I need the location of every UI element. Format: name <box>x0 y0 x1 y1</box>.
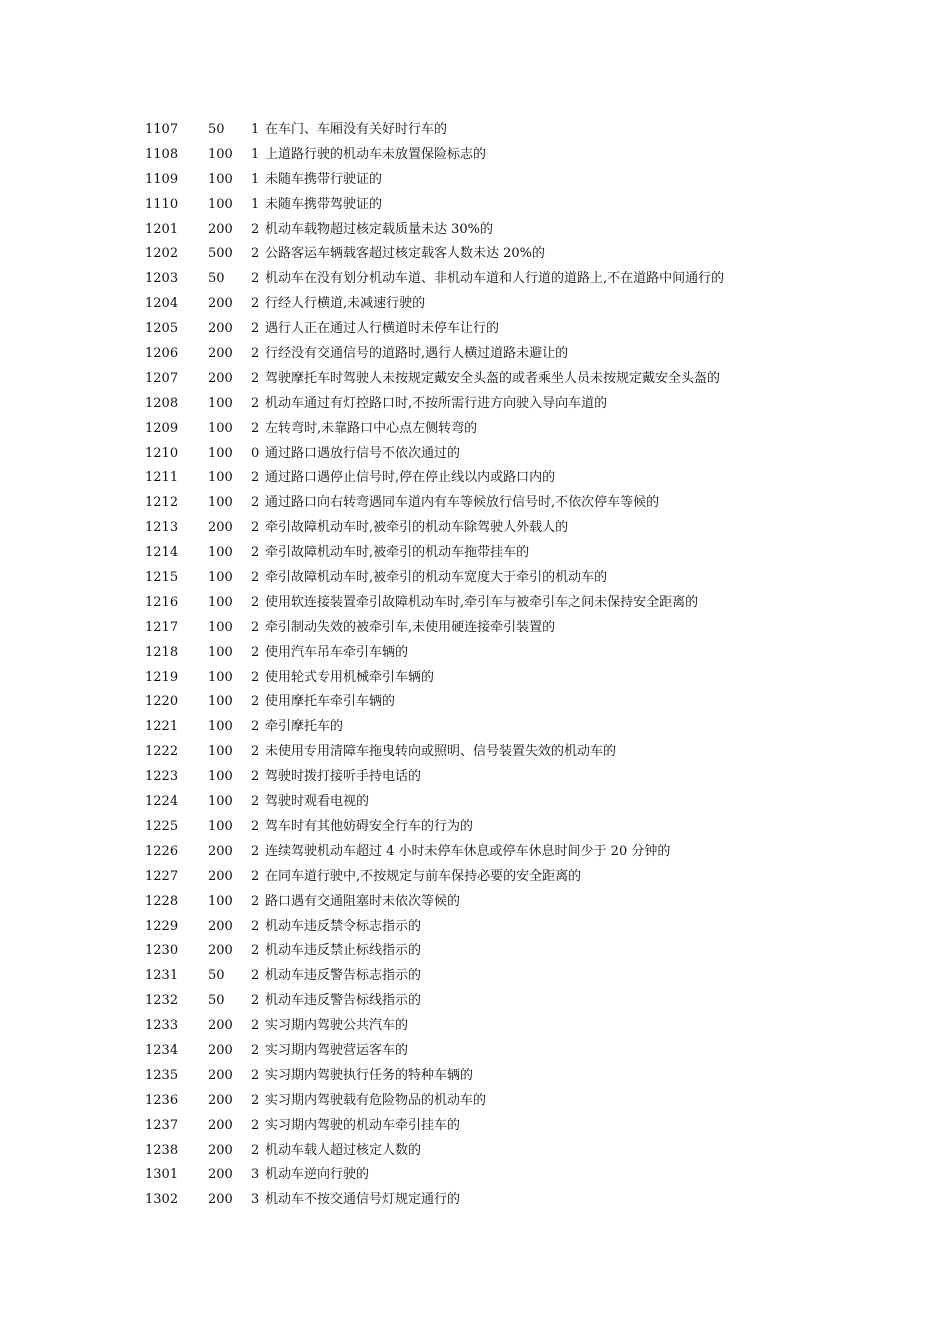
fine-amount: 200 <box>208 843 233 859</box>
fine-amount: 100 <box>208 470 233 486</box>
violation-row <box>0 790 950 815</box>
violation-row <box>0 466 950 491</box>
penalty-points: 2 <box>251 271 260 287</box>
fine-amount: 100 <box>208 644 233 660</box>
violation-description: 在同车道行驶中,不按规定与前车保持必要的安全距离的 <box>265 868 582 884</box>
violation-description: 使用摩托车牵引车辆的 <box>265 694 396 710</box>
fine-amount: 200 <box>208 1018 233 1034</box>
fine-amount: 200 <box>208 1067 233 1083</box>
violation-code: 1235 <box>145 1067 179 1083</box>
violation-code: 1110 <box>145 196 179 212</box>
violation-list <box>0 118 950 1213</box>
penalty-points: 2 <box>251 395 260 411</box>
violation-description: 使用轮式专用机械牵引车辆的 <box>265 669 435 685</box>
penalty-points: 2 <box>251 943 260 959</box>
violation-code: 1228 <box>145 893 179 909</box>
violation-row <box>0 1089 950 1114</box>
violation-row <box>0 292 950 317</box>
violation-code: 1233 <box>145 1018 179 1034</box>
penalty-points: 3 <box>251 1192 260 1208</box>
violation-row <box>0 367 950 392</box>
violation-code: 1216 <box>145 594 179 610</box>
violation-description: 未使用专用清障车拖曳转向或照明、信号装置失效的机动车的 <box>265 744 617 760</box>
penalty-points: 2 <box>251 1117 260 1133</box>
penalty-points: 2 <box>251 619 260 635</box>
penalty-points: 1 <box>251 171 260 187</box>
violation-description: 使用软连接装置牵引故障机动车时,牵引车与被牵引车之间未保持安全距离的 <box>265 594 699 610</box>
violation-row <box>0 267 950 292</box>
violation-row <box>0 865 950 890</box>
fine-amount: 100 <box>208 395 233 411</box>
violation-description: 实习期内驾驶的机动车牵引挂车的 <box>265 1117 461 1133</box>
violation-code: 1232 <box>145 993 179 1009</box>
violation-code: 1108 <box>145 146 179 162</box>
violation-row <box>0 641 950 666</box>
fine-amount: 500 <box>208 246 233 262</box>
penalty-points: 2 <box>251 794 260 810</box>
violation-description: 通过路口向右转弯遇同车道内有车等候放行信号时,不依次停车等候的 <box>265 495 660 511</box>
violation-description: 行经人行横道,未减速行驶的 <box>265 296 426 312</box>
violation-description: 实习期内驾驶载有危险物品的机动车的 <box>265 1092 487 1108</box>
fine-amount: 50 <box>208 122 225 137</box>
violation-row <box>0 317 950 342</box>
violation-description: 机动车在没有划分机动车道、非机动车道和人行道的道路上,不在道路中间通行的 <box>265 271 725 287</box>
penalty-points: 2 <box>251 818 260 834</box>
violation-row <box>0 168 950 193</box>
violation-row <box>0 342 950 367</box>
violation-code: 1230 <box>145 943 179 959</box>
violation-description: 驾驶时拨打接听手持电话的 <box>265 769 422 785</box>
fine-amount: 50 <box>208 993 225 1009</box>
violation-row <box>0 143 950 168</box>
violation-code: 1229 <box>145 918 179 934</box>
violation-row <box>0 242 950 267</box>
violation-description: 机动车违反警告标志指示的 <box>265 968 422 984</box>
violation-row <box>0 939 950 964</box>
violation-row <box>0 690 950 715</box>
violation-description: 机动车违反禁令标志指示的 <box>265 918 422 934</box>
violation-row <box>0 541 950 566</box>
penalty-points: 2 <box>251 719 260 735</box>
penalty-points: 1 <box>251 122 260 137</box>
violation-code: 1223 <box>145 769 179 785</box>
penalty-points: 2 <box>251 545 260 561</box>
violation-row <box>0 1064 950 1089</box>
violation-row <box>0 1188 950 1213</box>
penalty-points: 2 <box>251 1067 260 1083</box>
violation-code: 1301 <box>145 1167 179 1183</box>
violation-description: 驾车时有其他妨碍安全行车的行为的 <box>265 818 474 834</box>
violation-code: 1236 <box>145 1092 179 1108</box>
violation-description: 驾驶时观看电视的 <box>265 794 370 810</box>
fine-amount: 100 <box>208 420 233 436</box>
fine-amount: 100 <box>208 669 233 685</box>
violation-description: 公路客运车辆载客超过核定载客人数未达 20%的 <box>265 246 546 262</box>
violation-code: 1302 <box>145 1192 179 1208</box>
penalty-points: 2 <box>251 221 260 237</box>
violation-row <box>0 566 950 591</box>
violation-description: 实习期内驾驶执行任务的特种车辆的 <box>265 1067 474 1083</box>
violation-code: 1209 <box>145 420 179 436</box>
violation-row <box>0 890 950 915</box>
fine-amount: 200 <box>208 221 233 237</box>
violation-row <box>0 591 950 616</box>
fine-amount: 200 <box>208 296 233 312</box>
penalty-points: 2 <box>251 420 260 436</box>
penalty-points: 2 <box>251 495 260 511</box>
penalty-points: 2 <box>251 1142 260 1158</box>
violation-code: 1213 <box>145 520 179 536</box>
violation-code: 1226 <box>145 843 179 859</box>
violation-description: 上道路行驶的机动车未放置保险标志的 <box>265 146 487 162</box>
penalty-points: 2 <box>251 520 260 536</box>
violation-code: 1201 <box>145 221 179 237</box>
violation-row <box>0 442 950 467</box>
violation-description: 连续驾驶机动车超过 4 小时未停车休息或停车休息时间少于 20 分钟的 <box>265 843 671 859</box>
violation-description: 驾驶摩托车时驾驶人未按规定戴安全头盔的或者乘坐人员未按规定戴安全头盔的 <box>265 370 721 386</box>
penalty-points: 2 <box>251 893 260 909</box>
violation-code: 1217 <box>145 619 179 635</box>
fine-amount: 100 <box>208 545 233 561</box>
violation-row <box>0 1163 950 1188</box>
fine-amount: 200 <box>208 321 233 337</box>
violation-code: 1220 <box>145 694 179 710</box>
penalty-points: 2 <box>251 321 260 337</box>
violation-row <box>0 516 950 541</box>
violation-row <box>0 666 950 691</box>
violation-description: 牵引制动失效的被牵引车,未使用硬连接牵引装置的 <box>265 619 556 635</box>
violation-row <box>0 964 950 989</box>
fine-amount: 100 <box>208 495 233 511</box>
violation-description: 左转弯时,未靠路口中心点左侧转弯的 <box>265 420 478 436</box>
violation-row <box>0 118 950 143</box>
penalty-points: 2 <box>251 346 260 362</box>
violation-row <box>0 740 950 765</box>
violation-row <box>0 193 950 218</box>
violation-description: 牵引故障机动车时,被牵引的机动车除驾驶人外载人的 <box>265 520 569 536</box>
violation-description: 实习期内驾驶公共汽车的 <box>265 1018 409 1034</box>
violation-description: 机动车通过有灯控路口时,不按所需行进方向驶入导向车道的 <box>265 395 608 411</box>
fine-amount: 100 <box>208 744 233 760</box>
violation-code: 1208 <box>145 395 179 411</box>
penalty-points: 3 <box>251 1167 260 1183</box>
violation-code: 1234 <box>145 1042 179 1058</box>
violation-row <box>0 715 950 740</box>
violation-description: 使用汽车吊车牵引车辆的 <box>265 644 409 660</box>
violation-row <box>0 218 950 243</box>
penalty-points: 2 <box>251 570 260 586</box>
penalty-points: 2 <box>251 470 260 486</box>
penalty-points: 1 <box>251 146 260 162</box>
fine-amount: 200 <box>208 1192 233 1208</box>
fine-amount: 100 <box>208 769 233 785</box>
violation-description: 通过路口遇放行信号不依次通过的 <box>265 445 461 461</box>
fine-amount: 50 <box>208 968 225 984</box>
violation-row <box>0 840 950 865</box>
violation-code: 1237 <box>145 1117 179 1133</box>
violation-description: 牵引故障机动车时,被牵引的机动车宽度大于牵引的机动车的 <box>265 570 608 586</box>
violation-description: 实习期内驾驶营运客车的 <box>265 1042 409 1058</box>
penalty-points: 2 <box>251 594 260 610</box>
fine-amount: 50 <box>208 271 225 287</box>
fine-amount: 200 <box>208 868 233 884</box>
fine-amount: 200 <box>208 520 233 536</box>
penalty-points: 2 <box>251 644 260 660</box>
penalty-points: 2 <box>251 918 260 934</box>
violation-code: 1107 <box>145 122 179 137</box>
violation-code: 1224 <box>145 794 179 810</box>
fine-amount: 100 <box>208 171 233 187</box>
fine-amount: 200 <box>208 1117 233 1133</box>
penalty-points: 2 <box>251 843 260 859</box>
fine-amount: 200 <box>208 1092 233 1108</box>
violation-code: 1212 <box>145 495 179 511</box>
violation-description: 遇行人正在通过人行横道时未停车让行的 <box>265 321 500 337</box>
violation-code: 1109 <box>145 171 179 187</box>
violation-code: 1227 <box>145 868 179 884</box>
violation-code: 1203 <box>145 271 179 287</box>
penalty-points: 2 <box>251 744 260 760</box>
violation-code: 1222 <box>145 744 179 760</box>
violation-code: 1225 <box>145 818 179 834</box>
violation-row <box>0 815 950 840</box>
penalty-points: 2 <box>251 694 260 710</box>
violation-code: 1205 <box>145 321 179 337</box>
fine-amount: 200 <box>208 1042 233 1058</box>
violation-description: 未随车携带行驶证的 <box>265 171 383 187</box>
violation-description: 机动车违反禁止标线指示的 <box>265 943 422 959</box>
penalty-points: 2 <box>251 769 260 785</box>
violation-row <box>0 989 950 1014</box>
violation-row <box>0 1039 950 1064</box>
violation-code: 1206 <box>145 346 179 362</box>
violation-code: 1218 <box>145 644 179 660</box>
violation-row <box>0 491 950 516</box>
fine-amount: 100 <box>208 445 233 461</box>
violation-description: 牵引故障机动车时,被牵引的机动车拖带挂车的 <box>265 545 530 561</box>
fine-amount: 100 <box>208 719 233 735</box>
penalty-points: 0 <box>251 445 260 461</box>
penalty-points: 2 <box>251 1092 260 1108</box>
violation-code: 1219 <box>145 669 179 685</box>
violation-description: 行经没有交通信号的道路时,遇行人横过道路未避让的 <box>265 346 569 362</box>
violation-row <box>0 1114 950 1139</box>
fine-amount: 100 <box>208 694 233 710</box>
violation-description: 机动车不按交通信号灯规定通行的 <box>265 1192 461 1208</box>
penalty-points: 2 <box>251 370 260 386</box>
violation-code: 1210 <box>145 445 179 461</box>
violation-code: 1202 <box>145 246 179 262</box>
violation-description: 牵引摩托车的 <box>265 719 344 735</box>
violation-description: 路口遇有交通阻塞时未依次等候的 <box>265 893 461 909</box>
fine-amount: 200 <box>208 346 233 362</box>
penalty-points: 2 <box>251 669 260 685</box>
violation-code: 1214 <box>145 545 179 561</box>
fine-amount: 100 <box>208 818 233 834</box>
violation-row <box>0 1014 950 1039</box>
violation-description: 机动车载物超过核定载质量未达 30%的 <box>265 221 494 237</box>
fine-amount: 200 <box>208 1167 233 1183</box>
penalty-points: 2 <box>251 246 260 262</box>
violation-description: 未随车携带驾驶证的 <box>265 196 383 212</box>
fine-amount: 100 <box>208 146 233 162</box>
violation-code: 1231 <box>145 968 179 984</box>
fine-amount: 100 <box>208 196 233 212</box>
penalty-points: 1 <box>251 196 260 212</box>
fine-amount: 100 <box>208 619 233 635</box>
violation-description: 机动车载人超过核定人数的 <box>265 1142 422 1158</box>
violation-row <box>0 417 950 442</box>
fine-amount: 100 <box>208 794 233 810</box>
fine-amount: 200 <box>208 370 233 386</box>
fine-amount: 100 <box>208 893 233 909</box>
violation-code: 1204 <box>145 296 179 312</box>
penalty-points: 2 <box>251 1042 260 1058</box>
violation-description: 机动车逆向行驶的 <box>265 1167 370 1183</box>
fine-amount: 200 <box>208 1142 233 1158</box>
violation-row <box>0 392 950 417</box>
violation-description: 在车门、车厢没有关好时行车的 <box>265 122 448 137</box>
fine-amount: 200 <box>208 943 233 959</box>
penalty-points: 2 <box>251 968 260 984</box>
violation-row <box>0 616 950 641</box>
penalty-points: 2 <box>251 1018 260 1034</box>
violation-description: 机动车违反警告标线指示的 <box>265 993 422 1009</box>
fine-amount: 200 <box>208 918 233 934</box>
fine-amount: 100 <box>208 570 233 586</box>
violation-code: 1215 <box>145 570 179 586</box>
violation-code: 1221 <box>145 719 179 735</box>
penalty-points: 2 <box>251 296 260 312</box>
violation-code: 1207 <box>145 370 179 386</box>
violation-row <box>0 765 950 790</box>
violation-code: 1211 <box>145 470 179 486</box>
violation-description: 通过路口遇停止信号时,停在停止线以内或路口内的 <box>265 470 556 486</box>
violation-row <box>0 915 950 940</box>
penalty-points: 2 <box>251 868 260 884</box>
violation-row <box>0 1139 950 1164</box>
penalty-points: 2 <box>251 993 260 1009</box>
violation-code: 1238 <box>145 1142 179 1158</box>
fine-amount: 100 <box>208 594 233 610</box>
